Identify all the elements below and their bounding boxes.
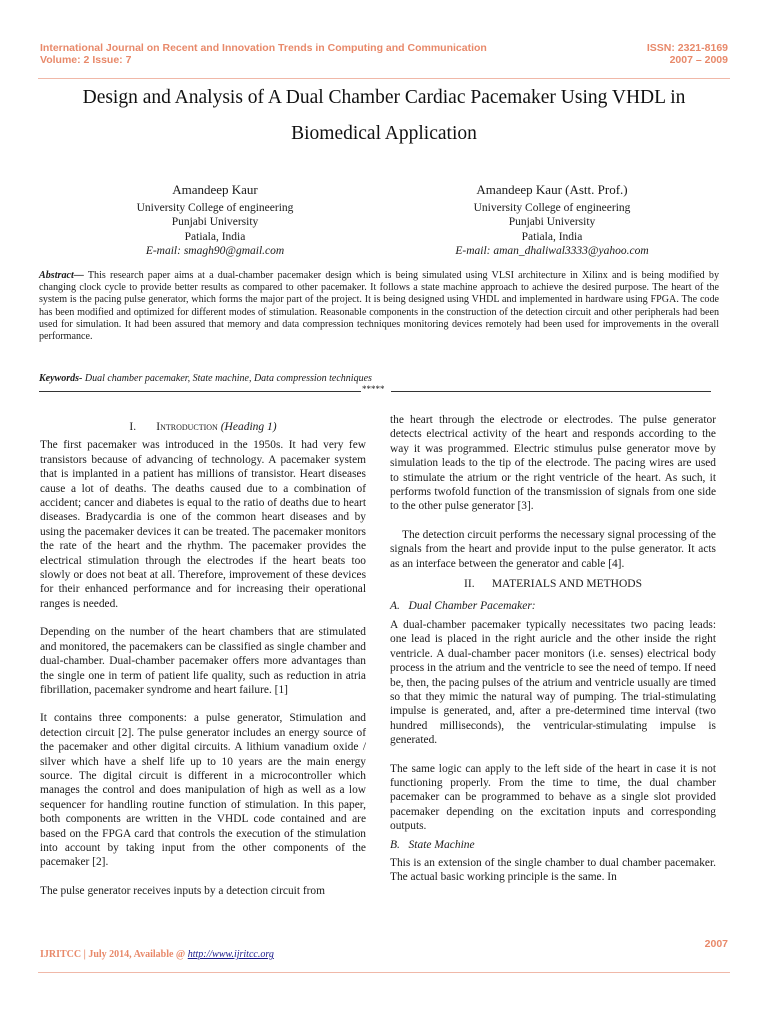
author-name: Amandeep Kaur (172, 182, 258, 197)
keywords (39, 373, 719, 384)
title-line-1: Design and Analysis of A Dual Chamber Cardiac Pacemaker Using VHDL in (82, 87, 686, 108)
author-email: E-mail: aman_dhaliwal3333@yahoo.com (455, 245, 649, 257)
author-email: E-mail: smagh90@gmail.com (145, 245, 285, 257)
author-location: Patiala, India (521, 230, 583, 243)
paragraph: The same logic can apply to the left side of the heart in case it is not functioning properly. From the time to time, the dual chamber pacemaker can be programmed to behave as a single slot provided pacemaker depending on the excitation inputs and corresponding outputs. (390, 762, 716, 833)
footer-link[interactable]: http://www.ijritcc.org (187, 949, 274, 960)
journal-header (40, 42, 487, 66)
paragraph: the heart through the electrode or electrodes. The pulse generator detects electrical activity of the heart and responds according to the way it was programmed. Electric stimulus pulse generator move by simulation leads to the tip of the electrode. The pacing wires are used to stimulate the atrium or the right ventricle of the heart. As such, it performs twofold function of the transmission of signals from one side to the other pulse generator [3]. (390, 414, 716, 513)
footer-citation (40, 949, 274, 960)
section-heading-introduction (40, 420, 366, 434)
paper-title (30, 80, 738, 152)
abstract-text: This research paper aims at a dual-chamber pacemaker design which is being simulated using VLSI architecture in Xilinx and is being modified by changing clock cycle to provide better results as compared to other pacemaker. It follows a state machine approach to achieve the desired purpose. The heart of the system is the pacing pulse generator, which forms the major part of the project. It is being designed using VHDL and implemented in hardware using FPGA. The code has been modified and optimized for different modes of stimulation. Reasonable components in the construction of the detection circuit and other peripherals had been used for simulation. It had been assured that memory and data compression techniques monitoring devices remotely had been used for improvements in the overall performance. (39, 270, 719, 343)
title-line-2: Biomedical Application (291, 123, 477, 144)
separator-line-right (391, 391, 711, 392)
heading-number: I. (129, 421, 137, 433)
heading-text: Introduction (156, 421, 218, 433)
left-column (40, 420, 366, 898)
section-separator (39, 385, 711, 397)
right-column (390, 413, 716, 885)
paragraph: This is an extension of the single chamber to dual chamber pacemaker. The actual basic working principle is the same. In (390, 856, 716, 884)
author-block-1 (85, 183, 345, 259)
author-affiliation: University College of engineering (136, 201, 294, 214)
author-name: Amandeep Kaur (Astt. Prof.) (476, 182, 628, 197)
paragraph: The first pacemaker was introduced in the 1950s. It had very few transistors because of advancing of technology. A pacemaker system that is implanted in a patient has millions of transistor. Heart diseases cause a lot of deaths. The deaths caused due to a combination of accident; cancer and diabetes is equal to the ratio of deaths due to heart diseases. Bradycardia is one of the common heart diseases and by using the pacemaker devices it can be treated. The pacemaker monitors the rate of the heart and the rhythm. The pacemaker provides the electrical stimulation through the electrodes if the heart beats too slowly or does not beat at all. Therefore, improvement of these devices for their enhanced performance and for increasing their operational ranges is needed. (40, 439, 366, 610)
journal-name: International Journal on Recent and Innovation Trends in Computing and Communication (40, 42, 487, 54)
abstract (39, 270, 719, 343)
footer-text: IJRITCC | July 2014, Available @ (40, 949, 188, 960)
keywords-label: Keywords- (39, 373, 83, 384)
issn-header (647, 42, 728, 66)
paragraph: It contains three components: a pulse generator, Stimulation and detection circuit [2]. The pulse generator includes an energy source of the pacemaker and other digital circuits. A lithium vanadium oxide / silver which have a shelf life up to 10 years are the main energy source. The digital circuit is different in a microcontroller which manages the control and does manipulation of high as well as a low sequencer for handling routine function of stimulation. In this paper, both components are written in the VHDL code contained and are based on the FPGA card that controls the execution of the stimulation into account by taking input from the other components of the pacemaker [2]. (40, 712, 366, 869)
abstract-label: Abstract— (39, 270, 84, 281)
author-university: Punjabi University (508, 216, 596, 228)
keywords-text: Dual chamber pacemaker, State machine, Data compression techniques (82, 373, 372, 384)
paragraph: The pulse generator receives inputs by a detection circuit from (40, 884, 325, 897)
author-block-2 (422, 183, 682, 259)
author-location: Patiala, India (184, 230, 246, 243)
subsection-heading-a: A. Dual Chamber Pacemaker: (390, 600, 536, 613)
paragraph: The detection circuit performs the necessary signal processing of the signals from the heart and provide input to the pulse generator. It acts as an interface between the generator and cable [4]. (390, 528, 716, 570)
heading-note: (Heading 1) (220, 421, 277, 433)
separator-line-left (39, 391, 361, 392)
paragraph: Depending on the number of the heart chambers that are stimulated and monitored, the pacemakers can be classified as single chamber and dual-chamber. Dual-chamber pacemaker offers more advantages than the single one in term of patient life quality, such as reduction in atria fibrillation, pacemaker syndrome and heart failure. [1] (40, 626, 366, 696)
section-heading-materials: II. MATERIALS AND METHODS (464, 578, 642, 591)
footer-divider (38, 972, 730, 973)
subsection-heading-b: B. State Machine (390, 838, 475, 851)
author-affiliation: University College of engineering (473, 201, 631, 214)
issn: ISSN: 2321-8169 (646, 42, 728, 54)
author-university: Punjabi University (171, 216, 259, 228)
header-divider (38, 78, 730, 79)
page-number: 2007 (704, 938, 728, 950)
separator-stars: ***** (362, 384, 385, 394)
journal-volume: Volume: 2 Issue: 7 (40, 54, 132, 66)
page-range: 2007 – 2009 (669, 54, 728, 66)
paragraph: A dual-chamber pacemaker typically necessitates two pacing leads: one lead is placed in the right auricle and the other inside the right ventricle. A dual-chamber pacer monitors (i.e. senses) electrical body process in the atrium and the ventricle to see the need of tempo. If need be, then, the pacing pulses of the atrium and ventricle usually are timed so that they mimic the natural way of pumping. The trial-stimulating impulse is generated, and, after a pre-determined time interval (two hundred milliseconds), the ventricular-stimulating impulse is generated. (390, 618, 716, 747)
